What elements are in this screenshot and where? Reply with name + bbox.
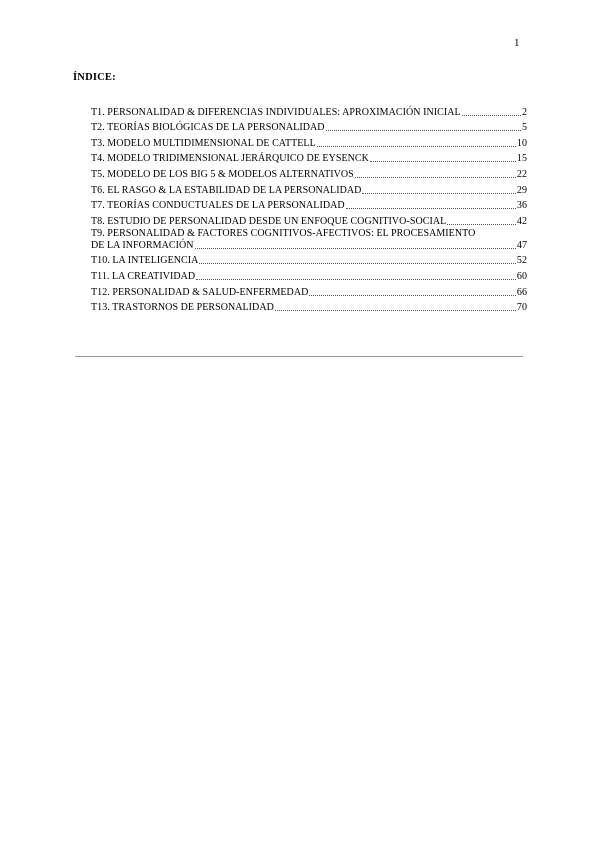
toc-entry-t6[interactable] bbox=[91, 181, 527, 197]
toc-entry-title: T6. EL RASGO & LA ESTABILIDAD DE LA PERSONALIDAD bbox=[91, 184, 362, 196]
toc-leader-dots bbox=[370, 161, 516, 162]
toc-entry-title: T5. MODELO DE LOS BIG 5 & MODELOS ALTERNATIVOS bbox=[91, 168, 354, 180]
page-number: 1 bbox=[514, 37, 520, 49]
toc-entry-page: 47 bbox=[516, 239, 527, 251]
toc-entry-page: 52 bbox=[516, 255, 527, 267]
toc-leader-dots bbox=[196, 279, 516, 280]
table-of-contents bbox=[91, 103, 527, 314]
toc-leader-dots bbox=[362, 193, 516, 194]
toc-entry-t12[interactable] bbox=[91, 283, 527, 299]
toc-entry-t1[interactable] bbox=[91, 103, 527, 119]
toc-leader-dots bbox=[317, 146, 516, 147]
toc-entry-page: 36 bbox=[516, 200, 527, 212]
toc-entry-title: T13. TRASTORNOS DE PERSONALIDAD bbox=[91, 302, 274, 314]
toc-entry-t10[interactable] bbox=[91, 252, 527, 268]
toc-entry-title: T11. LA CREATIVIDAD bbox=[91, 270, 196, 282]
toc-entry-title: T8. ESTUDIO DE PERSONALIDAD DESDE UN ENFOQUE COGNITIVO-SOCIAL bbox=[91, 215, 447, 227]
toc-entry-title-line1: T9. PERSONALIDAD & FACTORES COGNITIVOS-AFECTIVOS: EL PROCESAMIENTO bbox=[91, 227, 476, 239]
toc-entry-t9[interactable] bbox=[91, 228, 527, 252]
toc-entry-t5[interactable] bbox=[91, 165, 527, 181]
toc-entry-page: 66 bbox=[516, 286, 527, 298]
toc-entry-page: 42 bbox=[516, 215, 527, 227]
toc-entry-title: T7. TEORÍAS CONDUCTUALES DE LA PERSONALIDAD bbox=[91, 200, 345, 212]
toc-entry-page: 60 bbox=[516, 270, 527, 282]
toc-entry-t7[interactable] bbox=[91, 197, 527, 213]
toc-entry-title: T12. PERSONALIDAD & SALUD-ENFERMEDAD bbox=[91, 286, 309, 298]
toc-leader-dots bbox=[346, 208, 516, 209]
toc-entry-page: 15 bbox=[516, 153, 527, 165]
toc-entry-page: 10 bbox=[516, 137, 527, 149]
toc-entry-t3[interactable] bbox=[91, 134, 527, 150]
toc-leader-dots bbox=[326, 130, 521, 131]
toc-entry-t13[interactable] bbox=[91, 299, 527, 315]
toc-leader-dots bbox=[447, 224, 516, 225]
toc-entry-page: 70 bbox=[516, 302, 527, 314]
toc-entry-title-line2: DE LA INFORMACIÓN bbox=[91, 239, 194, 251]
toc-entry-page: 2 bbox=[521, 106, 527, 118]
toc-entry-page: 5 bbox=[521, 122, 527, 134]
toc-entry-title: T1. PERSONALIDAD & DIFERENCIAS INDIVIDUALES: APROXIMACIÓN INICIAL bbox=[91, 106, 461, 118]
toc-leader-dots bbox=[195, 248, 516, 249]
toc-leader-dots bbox=[462, 115, 521, 116]
toc-entry-page: 22 bbox=[516, 168, 527, 180]
toc-leader-dots bbox=[309, 295, 516, 296]
toc-leader-dots bbox=[355, 177, 516, 178]
toc-leader-dots bbox=[199, 263, 516, 264]
toc-leader-dots bbox=[275, 310, 516, 311]
toc-entry-t2[interactable] bbox=[91, 119, 527, 135]
toc-entry-page: 29 bbox=[516, 184, 527, 196]
toc-entry-t8[interactable] bbox=[91, 212, 527, 228]
toc-entry-title-line2-row bbox=[91, 240, 527, 252]
toc-entry-title: T10. LA INTELIGENCIA bbox=[91, 255, 199, 267]
horizontal-divider bbox=[75, 356, 523, 357]
toc-entry-title: T3. MODELO MULTIDIMENSIONAL DE CATTELL bbox=[91, 137, 316, 149]
toc-entry-t11[interactable] bbox=[91, 267, 527, 283]
toc-entry-title: T2. TEORÍAS BIOLÓGICAS DE LA PERSONALIDAD bbox=[91, 122, 325, 134]
toc-entry-t4[interactable] bbox=[91, 150, 527, 166]
toc-heading: ÍNDICE: bbox=[73, 72, 116, 83]
toc-entry-title: T4. MODELO TRIDIMENSIONAL JERÁRQUICO DE EYSENCK bbox=[91, 153, 369, 165]
